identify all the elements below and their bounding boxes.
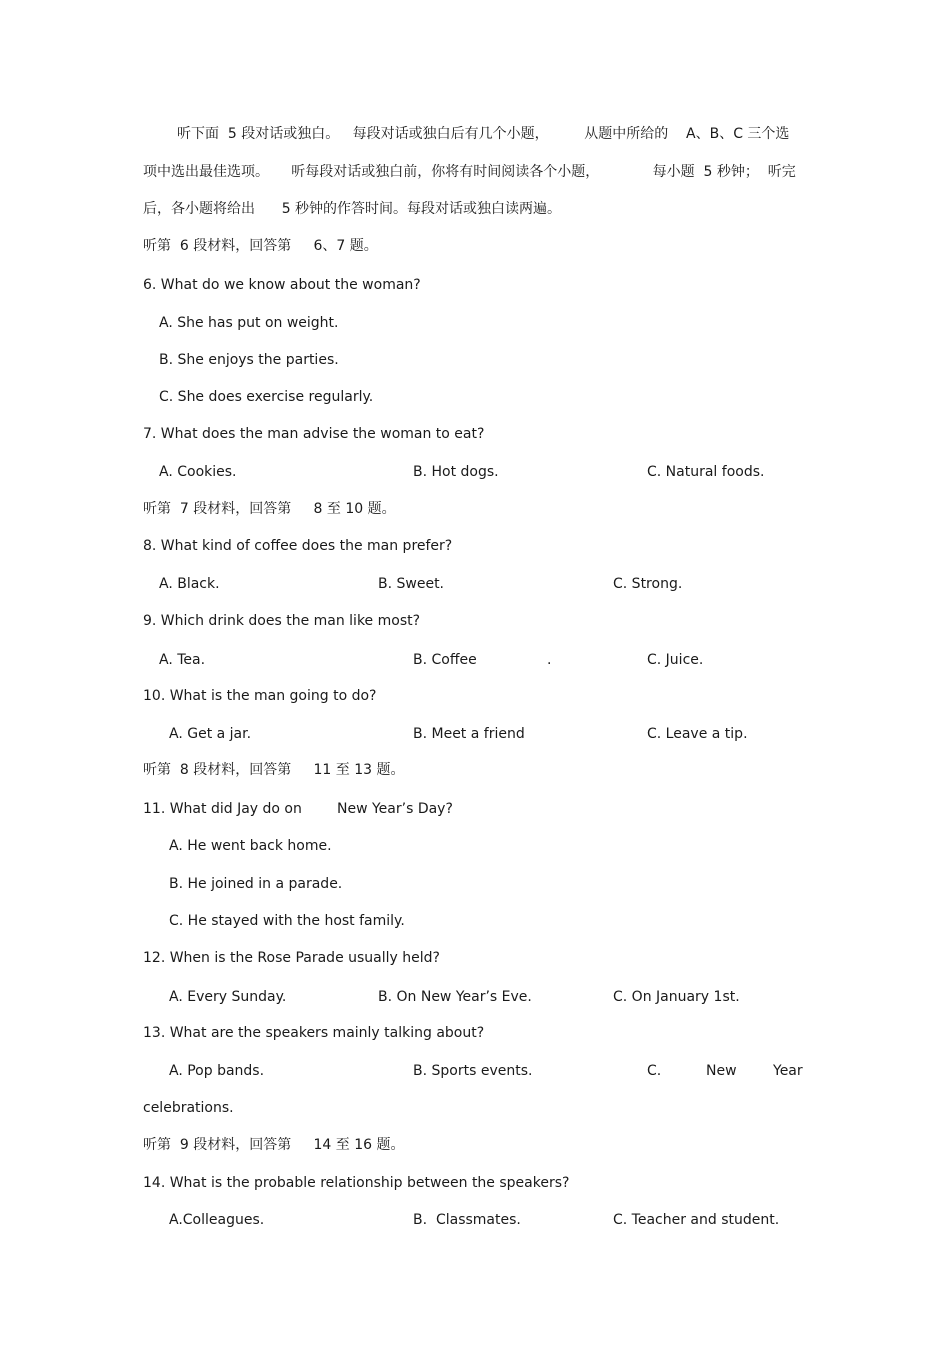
section-heading-6: 听第 6 段材料，回答第 6、7 题。 xyxy=(143,238,378,254)
question-6-option-c: C. She does exercise regularly. xyxy=(159,389,374,405)
instructions-line-3: 后，各小题将给出 5 秒钟的作答时间。每段对话或独白读两遍。 xyxy=(143,201,562,217)
question-8-stem: 8. What kind of coffee does the man prefer? xyxy=(143,538,453,554)
question-10-option-c: C. Leave a tip. xyxy=(647,726,748,742)
question-8-option-c: C. Strong. xyxy=(613,576,683,592)
question-8-option-b: B. Sweet. xyxy=(378,576,445,592)
question-9-stem: 9. Which drink does the man like most? xyxy=(143,613,421,629)
question-10-stem: 10. What is the man going to do? xyxy=(143,688,377,704)
question-11-option-b: B. He joined in a parade. xyxy=(169,876,343,892)
question-13-option-a: A. Pop bands. xyxy=(169,1063,265,1079)
question-7-option-b: B. Hot dogs. xyxy=(413,464,499,480)
question-7-option-a: A. Cookies. xyxy=(159,464,237,480)
question-14-option-c: C. Teacher and student. xyxy=(613,1212,780,1228)
question-13-option-c-label: C. xyxy=(647,1063,662,1079)
question-13-option-c-word-1: New xyxy=(706,1063,737,1079)
question-12-option-a: A. Every Sunday. xyxy=(169,989,287,1005)
question-12-option-c: C. On January 1st. xyxy=(613,989,740,1005)
question-13-option-b: B. Sports events. xyxy=(413,1063,533,1079)
question-8-option-a: A. Black. xyxy=(159,576,220,592)
question-11-stem-part-2: New Year’s Day? xyxy=(337,801,453,817)
section-heading-9: 听第 9 段材料，回答第 14 至 16 题。 xyxy=(143,1137,405,1153)
question-12-option-b: B. On New Year’s Eve. xyxy=(378,989,532,1005)
question-14-stem: 14. What is the probable relationship between the speakers? xyxy=(143,1175,570,1191)
question-9-option-c: C. Juice. xyxy=(647,652,704,668)
instructions-line-2: 项中选出最佳选项。 听每段对话或独白前，你将有时间阅读各个小题， 每小题 5 秒钟； 听完 xyxy=(143,164,796,180)
question-11-option-c: C. He stayed with the host family. xyxy=(169,913,405,929)
instructions-line-1: 听下面 5 段对话或独白。 每段对话或独白后有几个小题， 从题中所给的 A、B、C 三个选 xyxy=(177,126,790,142)
section-heading-8: 听第 8 段材料，回答第 11 至 13 题。 xyxy=(143,762,405,778)
question-14-option-a: A.Colleagues. xyxy=(169,1212,265,1228)
question-11-option-a: A. He went back home. xyxy=(169,838,332,854)
question-13-option-c-word-3: celebrations. xyxy=(143,1100,234,1116)
question-9-option-b-dot: . xyxy=(547,652,552,668)
question-7-stem: 7. What does the man advise the woman to eat? xyxy=(143,426,485,442)
question-7-option-c: C. Natural foods. xyxy=(647,464,765,480)
question-6-stem: 6. What do we know about the woman? xyxy=(143,277,421,293)
question-13-option-c-word-2: Year xyxy=(773,1063,803,1079)
question-9-option-b: B. Coffee xyxy=(413,652,477,668)
question-9-option-a: A. Tea. xyxy=(159,652,206,668)
question-6-option-b: B. She enjoys the parties. xyxy=(159,352,339,368)
question-10-option-b: B. Meet a friend xyxy=(413,726,525,742)
section-heading-7: 听第 7 段材料，回答第 8 至 10 题。 xyxy=(143,501,396,517)
question-11-stem-part-1: 11. What did Jay do on xyxy=(143,801,302,817)
question-12-stem: 12. When is the Rose Parade usually held? xyxy=(143,950,440,966)
question-10-option-a: A. Get a jar. xyxy=(169,726,252,742)
question-14-option-b: B. Classmates. xyxy=(413,1212,521,1228)
question-6-option-a: A. She has put on weight. xyxy=(159,315,339,331)
question-13-stem: 13. What are the speakers mainly talking about? xyxy=(143,1025,485,1041)
